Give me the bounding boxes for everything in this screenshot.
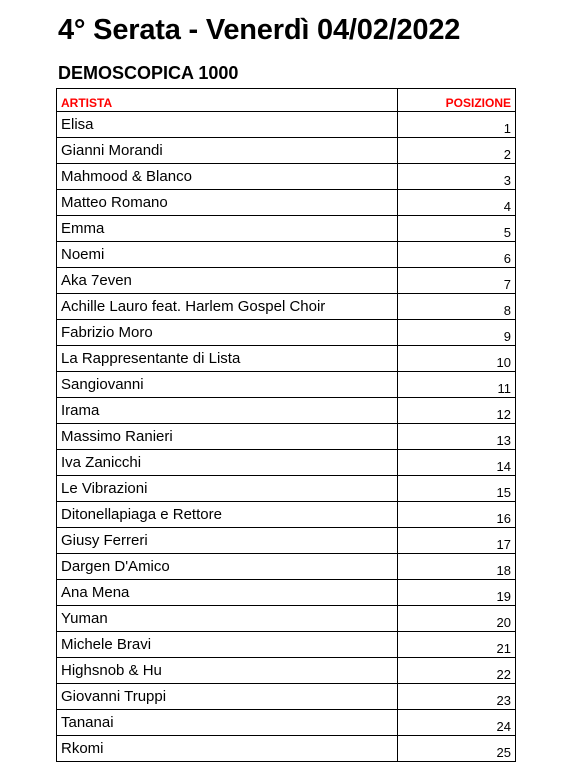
position-cell: 2	[398, 138, 516, 164]
table-row	[57, 450, 516, 476]
position-cell: 13	[398, 424, 516, 450]
table-row	[57, 736, 516, 762]
position-cell: 19	[398, 580, 516, 606]
table-row	[57, 684, 516, 710]
table-row	[57, 112, 516, 138]
artist-cell: Massimo Ranieri	[57, 424, 398, 450]
table-row	[57, 294, 516, 320]
column-header-artist: ARTISTA	[57, 89, 398, 112]
header-row	[57, 89, 516, 112]
position-cell: 7	[398, 268, 516, 294]
column-header-position: POSIZIONE	[398, 89, 516, 112]
artist-cell: Fabrizio Moro	[57, 320, 398, 346]
position-cell: 20	[398, 606, 516, 632]
table-row	[57, 710, 516, 736]
artist-cell: La Rappresentante di Lista	[57, 346, 398, 372]
artist-cell: Elisa	[57, 112, 398, 138]
table-row	[57, 424, 516, 450]
table-row	[57, 268, 516, 294]
table-row	[57, 216, 516, 242]
table-row	[57, 476, 516, 502]
table-row	[57, 502, 516, 528]
artist-cell: Mahmood & Blanco	[57, 164, 398, 190]
table-row	[57, 606, 516, 632]
position-cell: 18	[398, 554, 516, 580]
position-cell: 25	[398, 736, 516, 762]
artist-cell: Ana Mena	[57, 580, 398, 606]
poll-subtitle: DEMOSCOPICA 1000	[58, 63, 239, 83]
page-title: 4° Serata - Venerdì 04/02/2022	[58, 14, 461, 46]
position-cell: 1	[398, 112, 516, 138]
position-cell: 24	[398, 710, 516, 736]
position-cell: 22	[398, 658, 516, 684]
ranking-table	[56, 88, 516, 762]
artist-cell: Iva Zanicchi	[57, 450, 398, 476]
position-cell: 15	[398, 476, 516, 502]
table-row	[57, 138, 516, 164]
position-cell: 21	[398, 632, 516, 658]
table-row	[57, 164, 516, 190]
artist-cell: Rkomi	[57, 736, 398, 762]
artist-cell: Achille Lauro feat. Harlem Gospel Choir	[57, 294, 398, 320]
artist-cell: Tananai	[57, 710, 398, 736]
position-cell: 8	[398, 294, 516, 320]
table-row	[57, 658, 516, 684]
table-row	[57, 554, 516, 580]
artist-cell: Giusy Ferreri	[57, 528, 398, 554]
artist-cell: Michele Bravi	[57, 632, 398, 658]
table-row	[57, 346, 516, 372]
artist-cell: Gianni Morandi	[57, 138, 398, 164]
position-cell: 10	[398, 346, 516, 372]
position-cell: 9	[398, 320, 516, 346]
artist-cell: Irama	[57, 398, 398, 424]
table-row	[57, 372, 516, 398]
artist-cell: Highsnob & Hu	[57, 658, 398, 684]
artist-cell: Ditonellapiaga e Rettore	[57, 502, 398, 528]
position-cell: 17	[398, 528, 516, 554]
artist-cell: Dargen D'Amico	[57, 554, 398, 580]
artist-cell: Aka 7even	[57, 268, 398, 294]
table-row	[57, 398, 516, 424]
position-cell: 12	[398, 398, 516, 424]
position-cell: 5	[398, 216, 516, 242]
position-cell: 3	[398, 164, 516, 190]
table-row	[57, 528, 516, 554]
artist-cell: Giovanni Truppi	[57, 684, 398, 710]
artist-cell: Le Vibrazioni	[57, 476, 398, 502]
position-cell: 16	[398, 502, 516, 528]
position-cell: 4	[398, 190, 516, 216]
table-row	[57, 580, 516, 606]
table-body	[57, 112, 516, 762]
position-cell: 23	[398, 684, 516, 710]
artist-cell: Noemi	[57, 242, 398, 268]
table-row	[57, 320, 516, 346]
table-row	[57, 190, 516, 216]
artist-cell: Matteo Romano	[57, 190, 398, 216]
table-row	[57, 242, 516, 268]
artist-cell: Yuman	[57, 606, 398, 632]
table-header	[57, 89, 516, 112]
position-cell: 14	[398, 450, 516, 476]
table-row	[57, 632, 516, 658]
position-cell: 11	[398, 372, 516, 398]
artist-cell: Sangiovanni	[57, 372, 398, 398]
position-cell: 6	[398, 242, 516, 268]
artist-cell: Emma	[57, 216, 398, 242]
